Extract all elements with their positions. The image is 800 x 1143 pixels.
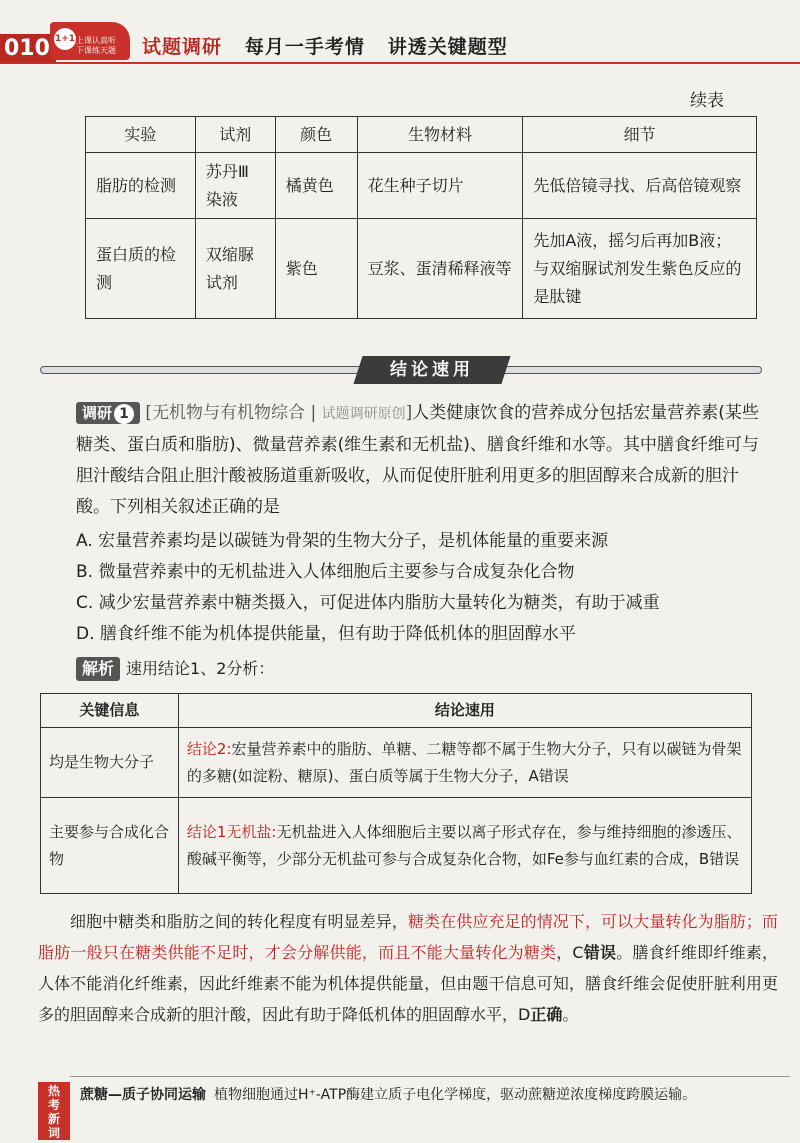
section-title-text: 结论速用 xyxy=(390,360,474,380)
question-tag xyxy=(76,402,140,424)
table-header: 生物材料 xyxy=(357,117,523,153)
para-highlight: 糖类在供应充足的情况下，可以大量转化为脂肪；而脂肪一般只在糖类供能不足时，才会分解供能，而且不能大量转化为糖类 xyxy=(38,912,778,962)
question-category: [无机物与有机物综合 | 试题调研原创] xyxy=(145,403,413,423)
table-header: 试剂 xyxy=(195,117,275,153)
logo-badge: 1+1 xyxy=(54,28,76,50)
analysis-tag: 解析 xyxy=(76,657,120,681)
conclusion-label: 结论1无机盐: xyxy=(186,822,277,841)
analysis-paragraph xyxy=(38,906,778,1030)
header-title-b: 每月一手考情 xyxy=(244,36,365,58)
para-text: 。膳食纤维即纤维素，人体不能消化纤维素，因此纤维素不能为机体提供能量，但由题干信息可知，膳食纤维会促使肝脏利用更多的胆固醇来合成新的胆汁酸，因此有助于降低机体的胆固醇水平，D xyxy=(38,943,778,1024)
table-cell: 花生种子切片 xyxy=(357,153,523,219)
hot-term-text xyxy=(80,1084,780,1106)
continued-label: 续表 xyxy=(690,91,724,111)
page-header xyxy=(0,0,800,62)
analysis-intro: 速用结论1、2分析： xyxy=(126,659,275,678)
table-header: 关键信息 xyxy=(41,694,179,728)
conclusion-text: 无机盐进入人体细胞后主要以离子形式存在，参与维持细胞的渗透压、酸碱平衡等，少部分无机盐可参与合成复杂化合物，如Fe参与血红素的合成，B错误 xyxy=(186,822,742,868)
table-header-row xyxy=(86,117,757,153)
question-category-text: 无机物与有机物综合 xyxy=(152,403,306,423)
conclusion-table xyxy=(40,693,752,894)
question-options xyxy=(76,526,660,650)
option-b: B. 微量营养素中的无机盐进入人体细胞后主要参与合成复杂化合物 xyxy=(76,562,575,582)
table-row xyxy=(86,153,757,219)
table-cell: 苏丹Ⅲ染液 xyxy=(195,153,275,219)
table-cell: 先低倍镜寻找、后高倍镜观察 xyxy=(523,153,757,219)
footer-divider xyxy=(70,1076,790,1077)
para-verdict: 正确 xyxy=(530,1005,563,1024)
hot-term-tag-char: 考 xyxy=(47,1098,60,1112)
table-header-row xyxy=(41,694,752,728)
table-row xyxy=(86,219,757,319)
question-number: 1 xyxy=(114,404,134,424)
table-cell xyxy=(178,728,751,798)
conclusion-label: 结论2: xyxy=(186,739,232,758)
conclusion-text: 宏量营养素中的脂肪、单糖、二糖等都不属于生物大分子，只有以碳链为骨架的多糖(如淀粉、糖原)、蛋白质等属于生物大分子，A错误 xyxy=(186,739,742,785)
logo-line2: 下课练天题 xyxy=(76,46,116,55)
header-title-c: 讲透关键题型 xyxy=(387,36,508,58)
para-text: ，C xyxy=(556,943,584,962)
option-c: C. 减少宏量营养素中糖类摄入，可促进体内脂肪大量转化为糖类，有助于减重 xyxy=(76,593,660,613)
header-title xyxy=(142,32,508,59)
table-cell xyxy=(178,798,751,894)
section-title xyxy=(353,356,510,384)
logo xyxy=(50,22,130,60)
header-divider xyxy=(0,62,800,64)
table-cell: 均是生物大分子 xyxy=(41,728,179,798)
section-banner xyxy=(40,356,762,384)
logo-line1: 上课认真听 xyxy=(76,36,116,45)
table-header: 实验 xyxy=(86,117,196,153)
hot-term-tag-char: 热 xyxy=(47,1084,60,1098)
question-stem: 人类健康饮食的营养成分包括宏量营养素(某些糖类、蛋白质和脂肪)、微量营养素(维生素和无机盐)、膳食纤维和水等。其中膳食纤维可与胆汁酸结合阻止胆汁酸被肠道重新吸收，从而促使肝脏利用更多的胆固醇来合成新的胆汁酸。下列相关叙述正确的是 xyxy=(76,403,759,517)
hot-term-desc: 植物细胞通过H⁺-ATP酶建立质子电化学梯度，驱动蔗糖逆浓度梯度跨膜运输。 xyxy=(214,1087,697,1103)
para-verdict: 错误 xyxy=(583,943,617,962)
hot-term: 蔗糖—质子协同运输 xyxy=(80,1087,206,1103)
question-source: 试题调研原创 xyxy=(321,406,406,422)
table-header: 颜色 xyxy=(275,117,357,153)
header-title-a: 试题调研 xyxy=(142,36,223,58)
para-text: 细胞中糖类和脂肪之间的转化程度有明显差异， xyxy=(70,912,408,931)
option-a: A. 宏量营养素均是以碳链为骨架的生物大分子，是机体能量的重要来源 xyxy=(76,531,609,551)
table-header: 细节 xyxy=(523,117,757,153)
hot-term-tag xyxy=(38,1082,70,1140)
table-row xyxy=(41,728,752,798)
table-cell: 蛋白质的检测 xyxy=(86,219,196,319)
experiment-table xyxy=(85,116,757,319)
analysis-heading xyxy=(76,657,274,681)
option-d: D. 膳食纤维不能为机体提供能量，但有助于降低机体的胆固醇水平 xyxy=(76,624,576,644)
table-cell: 主要参与合成化合物 xyxy=(41,798,179,894)
hot-term-tag-char: 词 xyxy=(47,1126,60,1140)
table-header: 结论速用 xyxy=(178,694,751,728)
table-cell: 脂肪的检测 xyxy=(86,153,196,219)
page-number: 010 xyxy=(0,34,56,63)
question-tag-text: 调研 xyxy=(82,404,113,422)
para-text: 。 xyxy=(562,1005,579,1024)
table-row xyxy=(41,798,752,894)
table-cell: 橘黄色 xyxy=(275,153,357,219)
table-cell: 先加A液，摇匀后再加B液；与双缩脲试剂发生紫色反应的是肽键 xyxy=(523,219,757,319)
table-cell: 豆浆、蛋清稀释液等 xyxy=(357,219,523,319)
hot-term-tag-char: 新 xyxy=(47,1112,60,1126)
question-block xyxy=(76,398,766,523)
table-cell: 双缩脲试剂 xyxy=(195,219,275,319)
table-cell: 紫色 xyxy=(275,219,357,319)
